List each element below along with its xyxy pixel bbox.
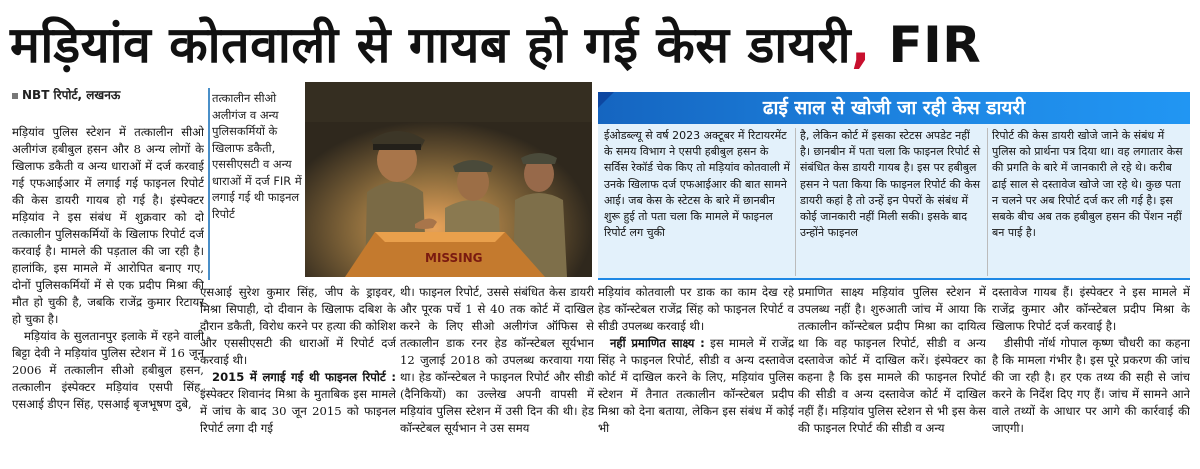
- column-divider: [987, 128, 988, 276]
- article-photo: [305, 82, 592, 277]
- pull-quote: तत्कालीन सीओ अलीगंज व अन्य पुलिसकर्मियों के खिलाफ डकैती, एससीएसटी व अन्य धाराओं में दर्ज FIR में लगाई गई थी फाइनल रिपोर्ट: [212, 91, 302, 221]
- headline-comma: ,: [851, 16, 871, 74]
- police-officers-illustration: [305, 82, 592, 277]
- bullet-square-icon: [12, 93, 18, 99]
- column-divider: [795, 128, 796, 276]
- sub-banner: ढाई साल से खोजी जा रही केस डायरी: [598, 92, 1190, 124]
- info-box-column-3: रिपोर्ट की केस डायरी खोजे जाने के संबंध में पुलिस को प्रार्थना पत्र दिया था। वह लगातार केस की प्रगति के बारे में जानकारी ले रहे थे। करीब ढाई साल से दस्तावेज खोजे जा रहे थे। कुछ पता न चलने पर अब रिपोर्ट दर्ज कर ली गई है। इस सबके बीच अब तक हबीबुल हसन की पेंशन नहीं बन पाई है।: [992, 129, 1183, 240]
- paragraph-text: इंस्पेक्टर शिवानंद मिश्रा के मुताबिक इस मामले में जांच के बाद 30 जून 2015 को फाइनल रिपोर्ट लगा दी गई: [200, 387, 396, 435]
- article-column-6: [992, 284, 1190, 466]
- subheading: 2015 में लगाई गई थी फाइनल रिपोर्ट :: [212, 370, 396, 384]
- paragraph-text: इस मामले में राजेंद्र सिंह ने फाइनल रिपोर्ट, सीडी व अन्य दस्तावेज कोर्ट में दाखिल करने के लिए, मड़ियांव पुलिस स्टेशन में तैनात तत्कालीन कॉन्स्टेबल प्रदीप मिश्रा को देना बताया, लेकिन इस संबंध में कोई भी: [598, 336, 794, 435]
- byline-text: NBT रिपोर्ट, लखनऊ: [22, 88, 121, 102]
- paragraph: प्रमाणित साक्ष्य मड़ियांव पुलिस स्टेशन में उपलब्ध नहीं है। शुरुआती जांच में आया कि तत्कालीन कॉन्स्टेबल प्रदीप मिश्रा का दायित्व था कि वह फाइनल रिपोर्ट, सीडी व अन्य दस्तावेज कोर्ट में दाखिल करें। इंस्पेक्टर का कहना है कि इस मामले की फाइनल रिपोर्ट की सीडी व अन्य दस्तावेज कोर्ट में दाखिल नहीं हैं। मड़ियांव पुलिस स्टेशन से भी इस केस की फाइनल रिपोर्ट की सीडी व अन्य: [798, 285, 986, 435]
- article-column-5: [798, 284, 986, 466]
- missing-sign: MISSING: [425, 251, 483, 265]
- quote-rule: [208, 88, 210, 280]
- banner-corner: [598, 92, 614, 108]
- paragraph-with-heading: [598, 335, 794, 437]
- paragraph: मड़ियांव के सुलतानपुर इलाके में रहने वाली बिट्टा देवी ने मड़ियांव पुलिस स्टेशन में 16 जून 2006 में तत्कालीन सीओ हबीबुल हसन, तत्कालीन इंस्पेक्टर मड़ियांव एसपी सिंह, एसआई डीएन सिंह, एसआई बृजभूषण दुबे,: [12, 329, 204, 411]
- byline: [12, 86, 120, 103]
- paragraph-with-heading: [200, 369, 396, 437]
- article-column-2: [200, 284, 396, 466]
- headline: [10, 12, 1190, 78]
- paragraph: मड़ियांव पुलिस स्टेशन में तत्कालीन सीओ अलीगंज हबीबुल हसन और 8 अन्य लोगों के खिलाफ डकैती व अन्य धाराओं में दर्ज करवाई गई एफआईआर में लगाई गई फाइनल रिपोर्ट की केस डायरी गायब हो गई है। इंस्पेक्टर मड़ियांव ने इस संबंध में शुक्रवार को दो तत्कालीन पुलिसकर्मियों के खिलाफ रिपोर्ट दर्ज करवाई है। मामले की पड़ताल की जा रही है। हालांकि, इस मामले में आरोपित बनाए गए, दोनों पुलिसकर्मियों में से एक प्रदीप मिश्रा की मौत हो चुकी है, जबकि राजेंद्र कुमार रिटायर हो चुका है।: [12, 125, 204, 326]
- article-column-1: [12, 124, 204, 464]
- info-box-column-1: ईओडब्ल्यू से वर्ष 2023 अक्टूबर में रिटायरमेंट के समय विभाग ने एसपी हबीबुल हसन के सर्विस रेकॉर्ड चेक किए तो मड़ियांव कोतवाली में उनके खिलाफ दर्ज एफआईआर की बात सामने आई। जब केस के स्टेटस के बारे में छानबीन शुरू हुई तो पता चला कि मामले में फाइनल रिपोर्ट लग चुकी: [604, 129, 790, 240]
- article-column-3: [400, 284, 594, 466]
- headline-main: मड़ियांव कोतवाली से गायब हो गई केस डायरी: [10, 16, 852, 74]
- info-box-column-2: है, लेकिन कोर्ट में इसका स्टेटस अपडेट नहीं है। छानबीन में पता चला कि फाइनल रिपोर्ट से संबंधित केस डायरी गायब है। इस पर हबीबुल हसन ने पता किया कि फाइनल रिपोर्ट की केस डायरी कहां है तो उन्हें इन पेपरों के संबंध में कोई जानकारी नहीं मिली सकी। इसके बाद उन्होंने फाइनल: [800, 129, 981, 240]
- paragraph: डीसीपी नॉर्थ गोपाल कृष्ण चौधरी का कहना है कि मामला गंभीर है। इस पूरे प्रकरण की जांच की जा रही है। हर एक तथ्य की सही से जांच करने के निर्देश दिए गए हैं। जांच में सामने आने वाले तथ्यों के आधार पर आगे की कार्रवाई की जाएगी।: [992, 336, 1190, 435]
- article-column-4: [598, 284, 794, 466]
- subheading: नहीं प्रमाणित साक्ष्य :: [610, 336, 705, 350]
- paragraph: दस्तावेज गायब हैं। इंस्पेक्टर ने इस मामले में राजेंद्र कुमार और कॉन्स्टेबल प्रदीप मिश्रा के खिलाफ रिपोर्ट दर्ज करवाई है।: [992, 285, 1190, 333]
- paragraph: एसआई सुरेश कुमार सिंह, जीप के ड्राइवर, मिश्रा सिपाही, दो दीवान के खिलाफ दबिश के दौरान डकैती, विरोध करने पर हत्या की कोशिश और एससीएसटी की धाराओं में रिपोर्ट दर्ज करवाई थी।: [200, 285, 396, 367]
- paragraph: थी। फाइनल रिपोर्ट, उससे संबंधित केस डायरी और पूरक पर्चे 1 से 40 तक कोर्ट में दाखिल करने के लिए सीओ अलीगंज ऑफिस से तत्कालीन डाक रनर हेड कॉन्स्टेबल सूर्यभान 12 जुलाई 2018 को उपलब्ध करवाया गया था। हेड कॉन्स्टेबल ने फाइनल रिपोर्ट और सीडी (दैनिकियों) का उल्लेख अपनी वापसी में मड़ियांव पुलिस स्टेशन में उसी दिन की थी। हेड कॉन्स्टेबल सूर्यभान ने उस समय: [400, 285, 594, 435]
- headline-tail: FIR: [870, 16, 982, 74]
- paragraph: मड़ियांव कोतवाली पर डाक का काम देख रहे हेड कॉन्स्टेबल राजेंद्र सिंह को फाइनल रिपोर्ट व सीडी उपलब्ध करवाई थी।: [598, 285, 794, 333]
